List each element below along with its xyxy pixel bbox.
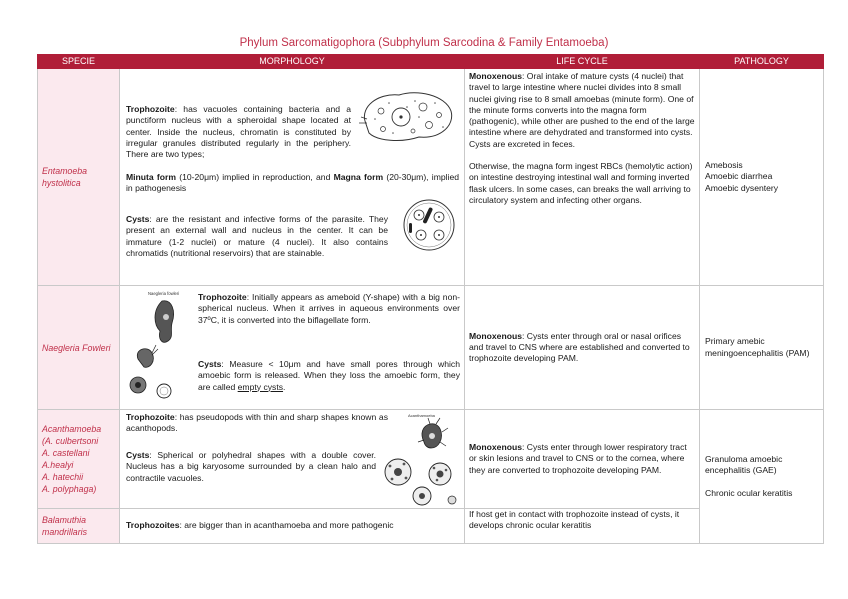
- header-morphology: MORPHOLOGY: [120, 55, 465, 69]
- specie-cell: Balamuthia mandrillaris: [38, 509, 120, 544]
- entamoeba-forms-text: Minuta form (10-20μm) implied in reproduction, and Magna form (20-30μm), implied in pathogenesis: [126, 172, 460, 194]
- table-row: [38, 410, 824, 509]
- header-specie: SPECIE: [38, 55, 120, 69]
- life-cycle-cell: [465, 509, 700, 544]
- table-row: [38, 286, 824, 410]
- entamoeba-trophozoite-text: Trophozoite: has vacuoles containing bacteria and a punctiform nucleus with a spheroidal shape located at center. Inside the nucleus, chromatin is constituted by irregular granules distributed regularly in the periphery. There are two types;: [126, 104, 351, 160]
- acanth-cysts-text: Cysts: Spherical or polyhedral shapes with a double cover. Nucleus has a big karyosome surrounded by a clean halo and contractile vacuoles.: [126, 450, 376, 483]
- pathology-cell: [700, 410, 824, 544]
- table-row: [38, 69, 824, 286]
- pathology-item: Amebosis: [705, 160, 743, 171]
- pathology-item: Granuloma amoebic encephalitis (GAE): [705, 454, 783, 476]
- entamoeba-life-cycle-p2: Otherwise, the magna form ingest RBCs (hemolytic action) on intestine destroying intestinal wall and forming inverted flask ulcers. In some cases, can breaks the wall arriving to circulatory system and infecting other organs.: [469, 161, 693, 205]
- naegleria-figure-label: Naegleria fowleri: [148, 291, 180, 296]
- naegleria-cysts-text: Cysts: Measure < 10μm and have small pores through which amoebic form is released. When they loss the amoebic form, they are called empty cysts.: [198, 359, 460, 392]
- acanthamoeba-illustration-icon: [382, 412, 462, 508]
- morphology-cell: [120, 286, 465, 410]
- morphology-cell: [120, 410, 465, 509]
- acanth-life-cycle-p2: If host get in contact with trophozoite instead of cysts, it develops chronic ocular keratitis: [469, 509, 680, 531]
- life-cycle-cell: [465, 286, 700, 410]
- pathology-item: Amoebic diarrhea: [705, 171, 773, 182]
- naegleria-illustration-icon: [126, 289, 192, 403]
- acanth-trophozoite-text: Trophozoite: has pseudopods with thin and sharp shapes known as acanthopods.: [126, 412, 388, 434]
- specie-cell: Naegleria Fowleri: [38, 286, 120, 410]
- naegleria-trophozoite-text: Trophozoite: Initially appears as ameboid (Y-shape) with a big non-spherical nucleus. When it arrives in aqueous environments over 37ºC, it is converted into the biflagellate form.: [198, 292, 460, 325]
- parasite-table: [37, 54, 824, 544]
- morphology-cell: [120, 69, 465, 286]
- page-title: Phylum Sarcomatigophora (Subphylum Sarcodina & Family Entamoeba): [239, 37, 609, 49]
- pathology-cell: [700, 69, 824, 286]
- pathology-item: Primary amebic meningoencephalitis (PAM): [705, 336, 810, 358]
- specie-cell: Acanthamoeba (A. culbertsoni A. castellani A.healyi A. hatechii A. polyphaga): [38, 410, 120, 509]
- header-row: [38, 55, 824, 69]
- header-life-cycle: LIFE CYCLE: [465, 55, 700, 69]
- acanth-life-cycle-p1: Monoxenous: Cysts enter through lower respiratory tract or skin lesions and travel to CNS or to the cornea, where they are converted to trophozoite developing PAM.: [469, 442, 687, 475]
- pathology-item: Amoebic dysentery: [705, 182, 779, 193]
- entamoeba-cyst-illustration-icon: [399, 197, 459, 253]
- life-cycle-cell: [465, 410, 700, 509]
- entamoeba-life-cycle-p1: Monoxenous: Oral intake of mature cysts (4 nuclei) that travel to large intestine where nuclei divides into 8 small nuclei giving rise to 8 small amoebas (minute form). One of the minute forms converts into the magna form (pathogenic), while other are pushed to the end of the large intestine where are dehydrated and transformed into cysts. Cysts are excreted in feces.: [469, 71, 695, 149]
- pathology-item: Chronic ocular keratitis: [705, 487, 793, 498]
- entamoeba-cysts-text: Cysts: are the resistant and infective forms of the parasite. They present an external wall and nucleus in the center. It can be immature (1-2 nuclei) or mature (4 nuclei). It also contains chromatids (nutritional reservoirs) that are stainable.: [126, 214, 388, 258]
- specie-cell: Entamoeba hystolitica: [38, 69, 120, 286]
- pathology-cell: [700, 286, 824, 410]
- acanth-figure-label: Acanthamoeba: [408, 413, 435, 418]
- life-cycle-cell: [465, 69, 700, 286]
- naegleria-life-cycle-p1: Monoxenous: Cysts enter through oral or nasal orifices and travel to CNS where are established and converted to trophozoite developing PAM.: [469, 330, 690, 364]
- morphology-cell: Trophozoites: are bigger than in acanthamoeba and more pathogenic: [120, 509, 465, 544]
- entamoeba-trophozoite-illustration-icon: [357, 87, 457, 147]
- header-pathology: PATHOLOGY: [700, 55, 824, 69]
